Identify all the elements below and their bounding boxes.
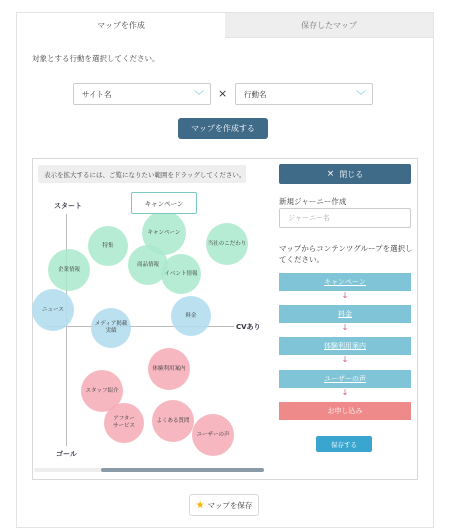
close-label: 閉じる	[339, 169, 364, 179]
bubble-event[interactable]: イベント情報	[161, 254, 201, 294]
cv-label: CVあり	[236, 323, 261, 331]
tab-saved-maps[interactable]: 保存したマップ	[225, 12, 434, 38]
journey-step-price[interactable]: 料金	[279, 305, 411, 323]
times-icon: ×	[218, 87, 228, 100]
bubble-after-service[interactable]: アフター サービス	[104, 403, 144, 443]
bubble-staff[interactable]: スタッフ紹介	[81, 370, 123, 412]
bubble-media[interactable]: メディア掲載 実績	[91, 308, 131, 348]
zoom-hint: 表示を拡大するには、ご覧になりたい範囲をドラッグしてください。	[38, 165, 246, 183]
chevron-down-icon: ﹀	[356, 90, 366, 102]
instruction-text: 対象とする行動を選択してください。	[32, 54, 160, 63]
save-map-label: マップを保存	[207, 500, 253, 510]
goal-label: ゴール	[56, 450, 77, 458]
bubble-faq[interactable]: よくある質問	[152, 400, 194, 442]
journey-step-trial[interactable]: 体験利用案内	[279, 337, 411, 355]
arrow-down-icon: ↓	[341, 323, 349, 332]
site-select-value: サイト名	[82, 89, 112, 99]
create-map-button[interactable]: マップを作成する	[178, 118, 268, 139]
arrow-down-icon: ↓	[341, 291, 349, 300]
select-group-instruction: マップからコンテンツグループを選択してください。	[279, 244, 413, 264]
journey-step-user-voice[interactable]: ユーザーの声	[279, 370, 411, 388]
action-select[interactable]	[235, 83, 373, 105]
arrow-down-icon: ↓	[341, 388, 349, 397]
bubble-strength[interactable]: 当社のこだわり	[206, 223, 248, 265]
new-journey-heading: 新規ジャーニー作成	[279, 197, 347, 206]
bubble-tooltip: キャンペーン	[131, 192, 197, 214]
arrow-down-icon: ↓	[341, 355, 349, 364]
bubble-news[interactable]: ニュース	[32, 289, 74, 331]
bubble-product[interactable]: 商品情報	[128, 245, 168, 285]
bubble-company[interactable]: 企業情報	[48, 249, 90, 291]
map-scrollbar-thumb[interactable]	[101, 468, 264, 472]
action-select-value: 行動名	[244, 89, 267, 99]
bubble-campaign[interactable]: キャンペーン	[142, 211, 186, 255]
chevron-down-icon: ﹀	[194, 90, 204, 102]
start-label: スタート	[54, 202, 82, 210]
bubble-price[interactable]: 料金	[171, 296, 211, 336]
save-journey-button[interactable]: 保存する	[316, 436, 372, 452]
journey-name-input[interactable]: ジャーニー名	[279, 208, 411, 228]
journey-step-apply[interactable]: お申し込み	[279, 402, 411, 420]
bubble-trial[interactable]: 体験利用案内	[148, 348, 190, 390]
star-icon: ★	[195, 499, 205, 511]
site-select[interactable]	[73, 83, 211, 105]
close-button[interactable]	[279, 164, 411, 184]
close-icon: ×	[326, 169, 335, 179]
journey-step-campaign[interactable]: キャンペーン	[279, 273, 411, 291]
tab-create-map[interactable]: マップを作成	[16, 12, 225, 38]
save-map-button[interactable]	[189, 494, 259, 516]
bubble-user-voice[interactable]: ユーザーの声	[192, 414, 234, 456]
bubble-feature[interactable]: 特集	[88, 226, 128, 266]
